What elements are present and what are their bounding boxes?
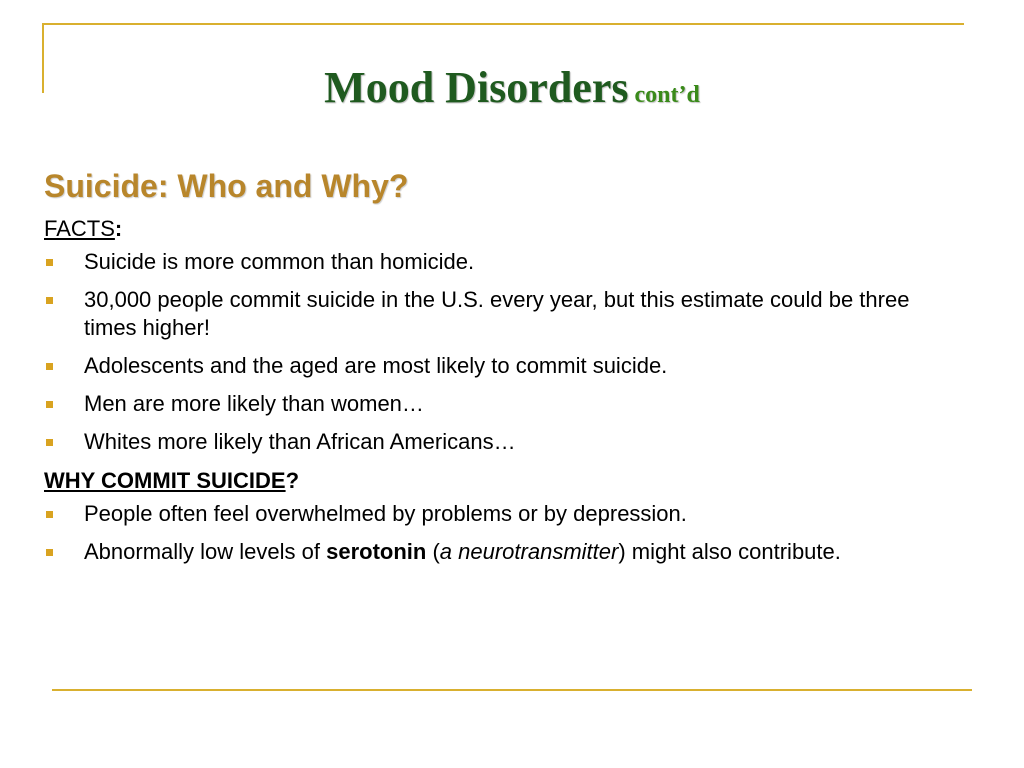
- slide-title: [0, 62, 1024, 113]
- facts-label-text: FACTS: [44, 216, 115, 241]
- facts-label: [44, 214, 964, 244]
- why-label-mark: ?: [285, 468, 300, 493]
- list-item: [44, 390, 964, 418]
- neurotransmitter-term: a neurotransmitter: [439, 539, 619, 564]
- list-item: [44, 286, 964, 342]
- list-item-text: Whites more likely than African Americans…: [84, 429, 516, 454]
- list-item-text: Men are more likely than women…: [84, 391, 424, 416]
- serotonin-pre-text: Abnormally low levels of: [84, 539, 327, 564]
- slide-title-main: Mood Disorders: [324, 63, 629, 112]
- slide-content: [44, 166, 964, 576]
- list-item-text: Suicide is more common than homicide.: [84, 249, 475, 274]
- list-item-text: People often feel overwhelmed by problems or by depression.: [84, 501, 687, 526]
- serotonin-open-paren: (: [426, 539, 440, 564]
- serotonin-term: serotonin: [326, 539, 427, 564]
- facts-list: [44, 248, 964, 456]
- list-item-text: Adolescents and the aged are most likely to commit suicide.: [84, 353, 668, 378]
- section-heading: Suicide: Who and Why?: [44, 168, 409, 204]
- serotonin-post-text: ) might also contribute.: [618, 539, 841, 564]
- frame-bottom-line: [52, 689, 972, 691]
- why-list: [44, 500, 964, 566]
- facts-label-colon: :: [114, 216, 123, 241]
- frame-top-line: [42, 23, 964, 25]
- why-label-text: WHY COMMIT SUICIDE: [44, 468, 286, 493]
- list-item: [44, 428, 964, 456]
- list-item-text: 30,000 people commit suicide in the U.S. every year, but this estimate could be three times higher!: [84, 287, 910, 340]
- square-bullet-icon: [46, 259, 53, 266]
- square-bullet-icon: [46, 439, 53, 446]
- list-item: [44, 248, 964, 276]
- square-bullet-icon: [46, 549, 53, 556]
- list-item: [44, 538, 964, 566]
- square-bullet-icon: [46, 511, 53, 518]
- list-item: [44, 500, 964, 528]
- why-label: [44, 466, 964, 496]
- square-bullet-icon: [46, 401, 53, 408]
- list-item: [44, 352, 964, 380]
- square-bullet-icon: [46, 297, 53, 304]
- slide-title-suffix: cont’d: [634, 82, 700, 108]
- square-bullet-icon: [46, 363, 53, 370]
